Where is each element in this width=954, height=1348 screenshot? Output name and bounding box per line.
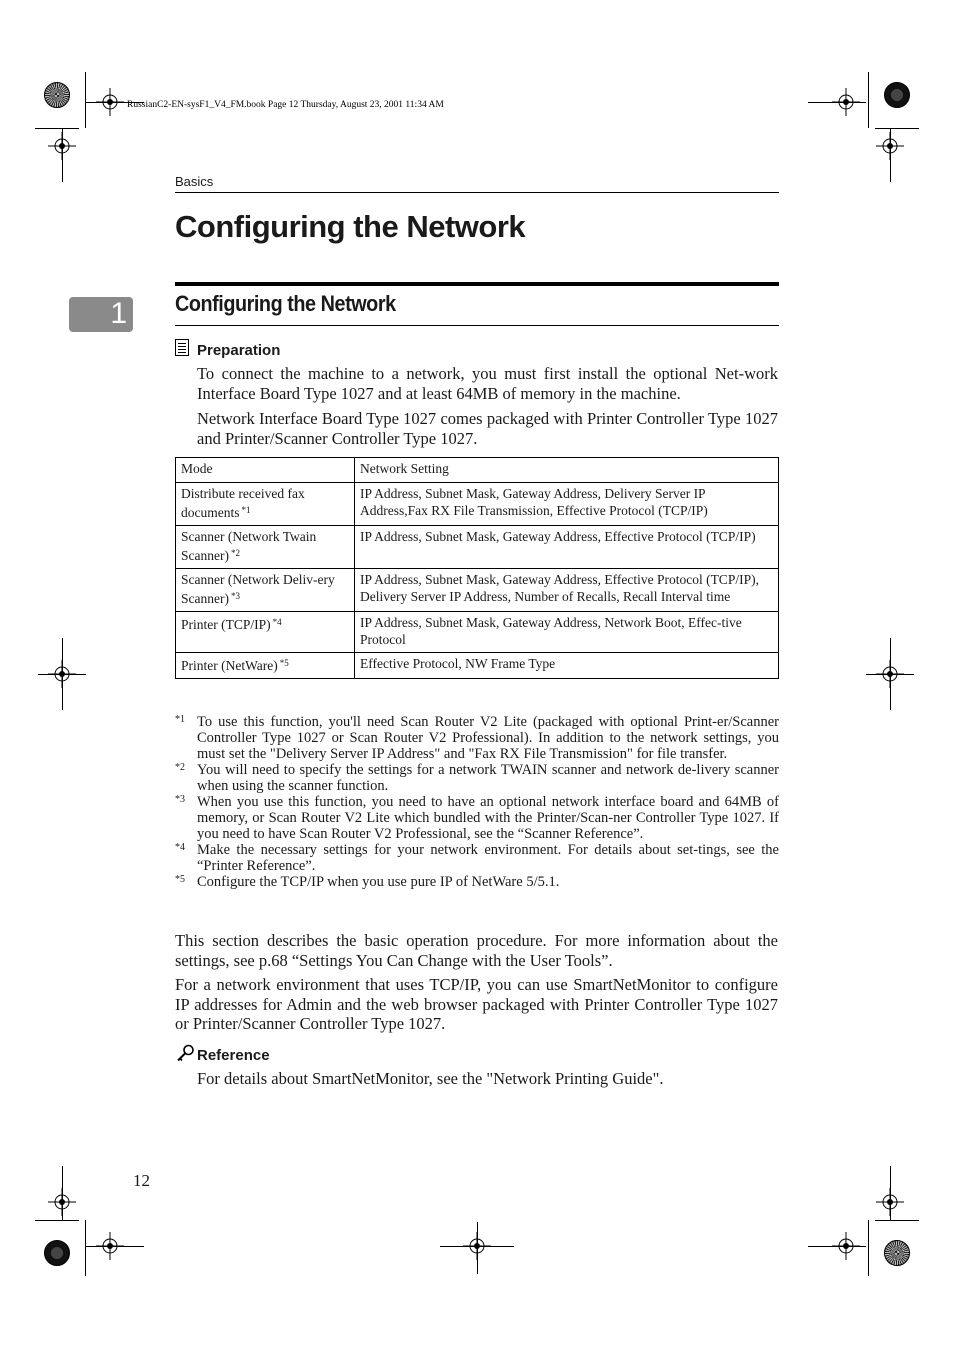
footnote — [175, 794, 779, 842]
setting-cell: IP Address, Subnet Mask, Gateway Address, Network Boot, Effec-tive Protocol — [355, 612, 779, 653]
mode-cell — [176, 612, 355, 653]
footnote-text: Make the necessary settings for your network environment. For details about set-tings, see the “Printer Reference”. — [197, 842, 779, 874]
footnote-ref: *1 — [241, 505, 251, 515]
setting-cell: IP Address, Subnet Mask, Gateway Address, Effective Protocol (TCP/IP) — [355, 526, 779, 569]
section-rule-top — [175, 282, 779, 286]
setting-cell: Effective Protocol, NW Frame Type — [355, 653, 779, 679]
footnote-ref: *2 — [230, 548, 240, 558]
mode-cell — [176, 569, 355, 612]
footnote — [175, 874, 779, 890]
footnote-mark: *4 — [175, 842, 185, 853]
color-disc-icon — [884, 1240, 910, 1266]
preparation-paragraph-1: To connect the machine to a network, you must first install the optional Net-work Interface Board Type 1027 and at least 64MB of memory in the machine. — [197, 364, 778, 403]
footnote-text: Configure the TCP/IP when you use pure IP of NetWare 5/5.1. — [197, 874, 560, 890]
footnote-ref: *4 — [272, 617, 282, 627]
preparation-label: Preparation — [197, 342, 281, 359]
chapter-number: 1 — [110, 297, 127, 330]
table-row — [176, 483, 779, 526]
reference-text: For details about SmartNetMonitor, see the "Network Printing Guide". — [197, 1069, 664, 1088]
file-header: RussianC2-EN-sysF1_V4_FM.book Page 12 Thursday, August 23, 2001 11:34 AM — [127, 100, 444, 110]
footnotes — [175, 714, 779, 890]
mode-cell — [176, 526, 355, 569]
table-header-row — [176, 458, 779, 483]
crop-mark — [38, 674, 86, 675]
footnote-mark: *5 — [175, 874, 185, 885]
footnote-ref: *3 — [230, 591, 240, 601]
mode-text: Printer (TCP/IP) — [181, 617, 271, 632]
mode-cell — [176, 653, 355, 679]
crop-mark — [477, 1222, 478, 1274]
crop-mark — [868, 1220, 869, 1276]
section-heading: Configuring the Network — [175, 291, 396, 316]
reference-icon — [176, 1043, 196, 1063]
body-paragraph-4: For a network environment that uses TCP/IP, you can use SmartNetMonitor to configure IP addresses for Admin and the web browser packaged with Printer Controller Type 1027 or Printer/Scanner Controller Type 1027. — [175, 975, 778, 1033]
mode-text: Scanner (Network Deliv-ery Scanner) — [181, 572, 335, 606]
setting-cell: IP Address, Subnet Mask, Gateway Address, Delivery Server IP Address,Fax RX File Transmission, Effective Protocol (TCP/IP) — [355, 483, 779, 526]
registration-mark-icon — [876, 1188, 904, 1216]
crop-mark — [808, 1246, 866, 1247]
preparation-icon — [175, 339, 189, 356]
crop-mark — [85, 1220, 86, 1276]
crop-mark — [866, 674, 914, 675]
footnote-text: When you use this function, you need to have an optional network interface board and 64MB of memory, or Scan Router V2 Lite which bundled with the Printer/Scan-ner Controller Type 1027. If you need to have Scan Router V2 Professional, see the “Scanner Reference”. — [197, 794, 779, 842]
network-settings-table — [175, 457, 779, 679]
footnote-mark: *2 — [175, 762, 185, 773]
body-paragraph-3: This section describes the basic operation procedure. For more information about the settings, see p.68 “Settings You Can Change with the User Tools”. — [175, 931, 778, 970]
chapter-tab — [69, 297, 133, 332]
color-disc-icon — [44, 82, 70, 108]
header-rule — [175, 192, 779, 193]
table-row — [176, 526, 779, 569]
color-disc-icon — [44, 1240, 70, 1266]
footnote-mark: *3 — [175, 794, 185, 805]
crop-mark — [875, 128, 919, 129]
footnote-mark: *1 — [175, 714, 185, 725]
table-row — [176, 653, 779, 679]
footnote-text: You will need to specify the settings for a network TWAIN scanner and network de-livery scanner when using the scanner function. — [197, 762, 779, 794]
column-header-network-setting: Network Setting — [355, 458, 779, 483]
crop-mark — [808, 102, 866, 103]
registration-mark-icon — [48, 1188, 76, 1216]
mode-text: Scanner (Network Twain Scanner) — [181, 529, 317, 563]
running-head: Basics — [175, 174, 214, 189]
crop-mark — [35, 1220, 79, 1221]
footnote-ref: *5 — [279, 658, 289, 668]
table-row — [176, 569, 779, 612]
reference-label: Reference — [197, 1047, 270, 1064]
color-disc-icon — [884, 82, 910, 108]
crop-mark — [86, 1246, 144, 1247]
mode-text: Printer (NetWare) — [181, 658, 278, 673]
footnote — [175, 762, 779, 794]
footnote — [175, 842, 779, 874]
column-header-mode: Mode — [176, 458, 355, 483]
registration-mark-icon — [48, 132, 76, 160]
crop-mark — [868, 72, 869, 128]
page-title: Configuring the Network — [175, 209, 526, 244]
section-rule-bottom — [175, 325, 779, 326]
mode-cell — [176, 483, 355, 526]
registration-mark-icon — [876, 132, 904, 160]
crop-mark — [875, 1220, 919, 1221]
footnote — [175, 714, 779, 762]
preparation-paragraph-2: Network Interface Board Type 1027 comes packaged with Printer Controller Type 1027 and Printer/Scanner Controller Type 1027. — [197, 409, 778, 448]
page-number: 12 — [133, 1171, 150, 1190]
crop-mark — [85, 72, 86, 128]
footnote-text: To use this function, you'll need Scan Router V2 Lite (packaged with optional Print-er/Scanner Controller Type 1027 or Scan Router V2 Professional). In addition to the network settings, you must set the "Delivery Server IP Address" and "Fax RX File Transmission" for file transfer. — [197, 714, 779, 762]
crop-mark — [35, 128, 79, 129]
setting-cell: IP Address, Subnet Mask, Gateway Address, Effective Protocol (TCP/IP), Delivery Server IP Address, Number of Recalls, Recall Interval time — [355, 569, 779, 612]
mode-text: Distribute received fax documents — [181, 486, 305, 520]
table-row — [176, 612, 779, 653]
